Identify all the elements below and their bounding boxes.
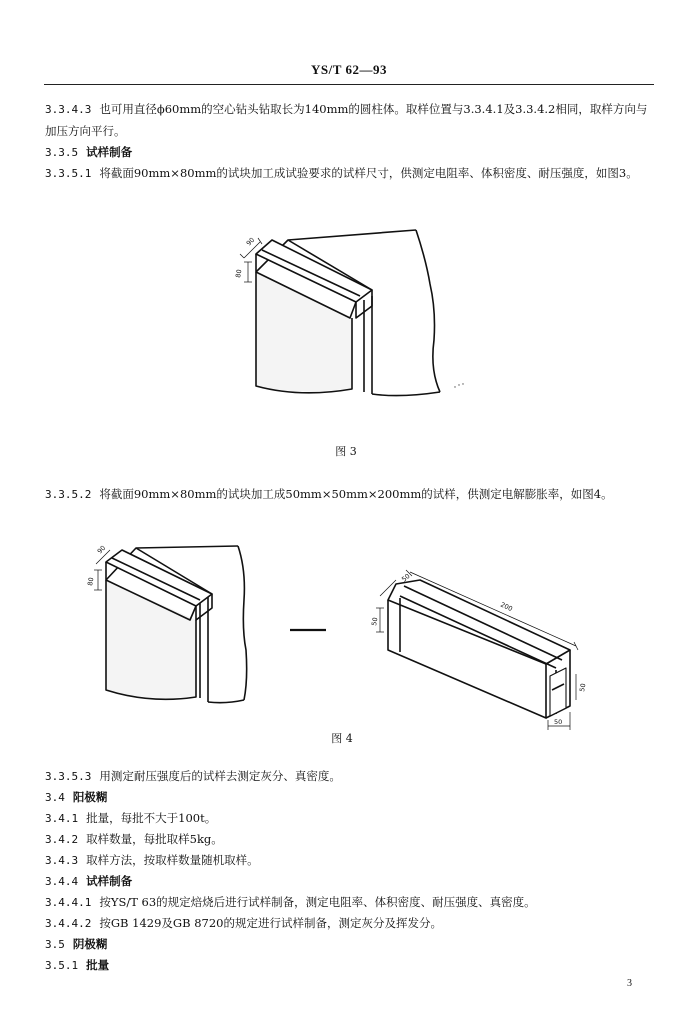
fig3-dim-top: 90: [244, 235, 257, 248]
heading-text: 试样制备: [86, 145, 133, 159]
page-header: YS/T 62—93: [311, 62, 387, 77]
paragraph-3-3-5-2: [45, 484, 653, 506]
section-number: 3.4.4.1: [45, 896, 92, 909]
paragraph-text: 用测定耐压强度后的试样去测定灰分、真密度。: [99, 769, 341, 783]
section-number: 3.4.1: [45, 812, 79, 825]
heading-text: 试样制备: [86, 874, 133, 888]
figure-3-caption: 图 3: [335, 445, 357, 458]
paragraph-text: 取样数量，每批取样5kg。: [86, 832, 223, 846]
heading-text: 批量: [86, 958, 110, 972]
paragraph-3-3-5-3: [45, 766, 653, 788]
section-number: 3.3.5.3: [45, 770, 92, 783]
fig4-bar-end: 50: [554, 718, 563, 726]
fig4-bar-length: 200: [499, 600, 514, 614]
fig4-bar-height: 50: [370, 616, 380, 627]
paragraph-text: 将截面90mm×80mm的试块加工成50mm×50mm×200mm的试样，供测定电解膨胀率，如图4。: [99, 487, 613, 501]
section-number: 3.3.5.2: [45, 488, 92, 501]
section-number: 3.3.4.3: [45, 103, 92, 116]
paragraph-3-4-3: [45, 850, 653, 872]
section-number: 3.5: [45, 938, 65, 951]
heading-3-5: [45, 934, 653, 956]
heading-3-5-1: [45, 955, 653, 977]
fig4-dim-top: 90: [95, 543, 108, 556]
fig4-bar-end-height: 50: [578, 682, 588, 693]
figure-4-caption: 图 4: [331, 732, 353, 745]
section-number: 3.3.5: [45, 146, 79, 159]
paragraph-text: 取样方法，按取样数量随机取样。: [86, 853, 259, 867]
heading-text: 阴极糊: [72, 937, 108, 951]
heading-text: 阳极糊: [72, 790, 108, 804]
paragraph-3-4-4-2: [45, 913, 653, 935]
paragraph-3-4-4-1: [45, 892, 653, 914]
paragraph-text: 将截面90mm×80mm的试块加工成试验要求的试样尺寸，供测定电阻率、体积密度、耐压强度，如图3。: [99, 166, 638, 180]
section-number: 3.3.5.1: [45, 167, 92, 180]
section-number: 3.4.2: [45, 833, 79, 846]
paragraph-3-4-1: [45, 808, 653, 830]
heading-3-4: [45, 787, 653, 809]
paragraph-text: 按YS/T 63的规定焙烧后进行试样制备，测定电阻率、体积密度、耐压强度、真密度。: [99, 895, 536, 909]
section-number: 3.4.3: [45, 854, 79, 867]
paragraph-text: 批量，每批不大于100t。: [86, 811, 217, 825]
fig4-bar-width: 50: [400, 572, 412, 584]
fig4-dim-side: 80: [86, 576, 96, 587]
section-number: 3.4.4.2: [45, 917, 92, 930]
fig3-dim-side: 80: [234, 268, 244, 279]
paragraph-text: 也可用直径ϕ60mm的空心钻头钻取长为140mm的圆柱体。取样位置与3.3.4.1及3.3.4.2相同，取样方向与加压方向平行。: [45, 102, 648, 138]
section-number: 3.4.4: [45, 875, 79, 888]
section-number: 3.5.1: [45, 959, 79, 972]
page-number: 3: [627, 978, 632, 989]
paragraph-text: 按GB 1429及GB 8720的规定进行试样制备，测定灰分及挥发分。: [99, 916, 442, 930]
paragraph-3-4-2: [45, 829, 653, 851]
section-number: 3.4: [45, 791, 65, 804]
heading-3-4-4: [45, 871, 653, 893]
